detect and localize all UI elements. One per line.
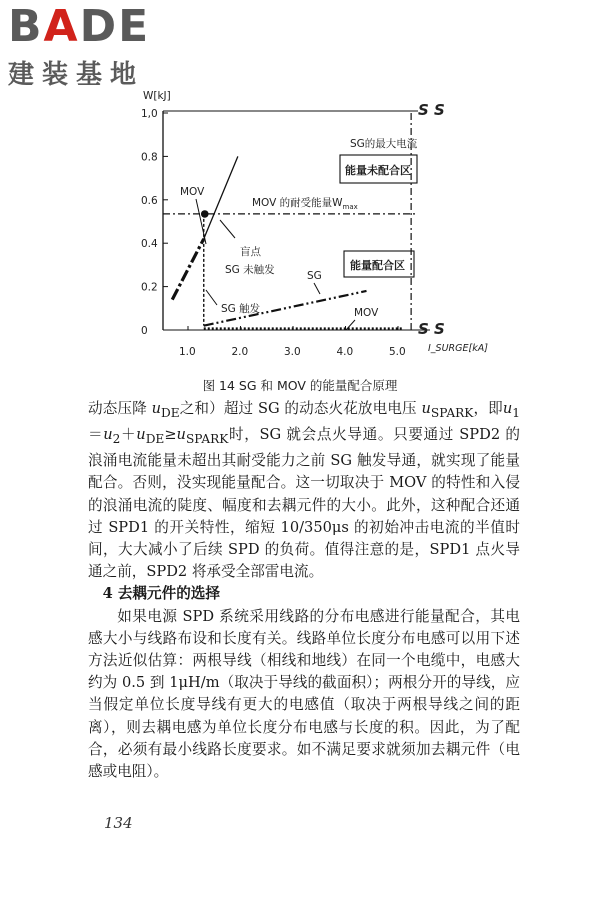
axis-break-bottom: S S	[418, 320, 445, 338]
x-tick-label: 2.0	[231, 346, 249, 358]
mov-line-lower	[172, 239, 204, 300]
mov-label-lower: MOV	[354, 307, 379, 319]
blind-spot-point	[201, 210, 209, 218]
blind-spot-label-1: 盲点	[240, 246, 261, 258]
figure-caption: 图 14 SG 和 MOV 的能量配合原理	[202, 378, 398, 393]
y-axis-label: W[kJ]	[143, 90, 171, 102]
energy-coordination-chart	[0, 90, 600, 375]
section-heading: 4 去耦元件的选择	[102, 585, 220, 603]
mov-label-upper: MOV	[180, 186, 205, 198]
x-tick-label: 1.0	[179, 346, 196, 358]
y-tick-label: 0.4	[141, 238, 158, 251]
body-text	[88, 398, 520, 783]
y-tick-label: 0.2	[141, 281, 158, 294]
page-number: 134	[104, 814, 133, 832]
sg-label-leader	[314, 283, 320, 294]
blind-spot-label-2: SG 未触发	[225, 264, 275, 276]
x-tick-label: 4.0	[336, 346, 354, 358]
sg-trigger-leader	[206, 290, 217, 305]
sg-trigger-label: SG 触发	[221, 303, 261, 315]
x-tick-label: 5.0	[389, 346, 406, 358]
sg-max-current-label: SG的最大电流	[350, 138, 418, 150]
uncoordinated-region-label: 能量未配合区	[345, 164, 411, 177]
x-axis-label: I_SURGE[kA]	[428, 343, 488, 354]
blind-spot-leader	[220, 220, 235, 238]
logo-subtitle: 建装基地	[8, 60, 145, 90]
paragraph-decoupling: 如果电源 SPD 系统采用线路的分布电感进行能量配合，其电感大小与线路布设和长度有关。线路单位长度分布电感可以用下述方法近似估算：两根导线（相线和地线）在同一个电缆中，电感大约为 0.5 到 1μH/m（取决于导线的截面积）；两根分开的导线，应当假定单位长度导线有更大的电感值（取决于两根导线之间的距离），则去耦电感为单位长度分布电感与长度的积。因此，为了配合，必须有最小线路长度要求。如不满足要求就须加去耦元件（电感或电阻）。	[88, 607, 520, 781]
y-tick-label: 0	[141, 325, 148, 337]
mov-line-upper	[204, 156, 238, 238]
sg-label: SG	[307, 270, 322, 282]
wmax-label: MOV 的耐受能量$W_{max}$	[252, 196, 358, 211]
mov-label-leader	[196, 199, 206, 244]
y-tick-label: 0.8	[141, 151, 158, 164]
y-tick-label: 0.6	[141, 194, 158, 207]
x-tick-label: 3.0	[284, 346, 301, 358]
coordinated-region-label: 能量配合区	[350, 259, 405, 272]
axis-break-top: S S	[418, 101, 445, 119]
y-tick-label: 1,0	[141, 108, 158, 120]
paragraph-continued: 动态压降 $u_{DE}$之和）超过 SG 的动态火花放电电压 $u_{SPARK}$，即$u_1=u_2+u_{DE}\ge u_{SPARK}$时，SG 就会点火导通。只要通过 SPD2 的浪涌电流能量未超出其耐受能力之前 SG 触发导通，就实现了能量配合。否则，没实现能量配合。这一切取决于 MOV 的特性和入侵的浪涌电流的陡度、幅度和去耦元件的大小。此外，这种配合还通过 SPD1 的开关特性，缩短 10/350μs 的初始冲击电流的半值时间，大大减小了后续 SPD 的负荷。值得注意的是，SPD1 点火导通之前，SPD2 将承受全部雷电流。	[88, 400, 520, 581]
brand-logo	[8, 1, 178, 91]
logo-wordmark: BADE	[8, 1, 151, 52]
